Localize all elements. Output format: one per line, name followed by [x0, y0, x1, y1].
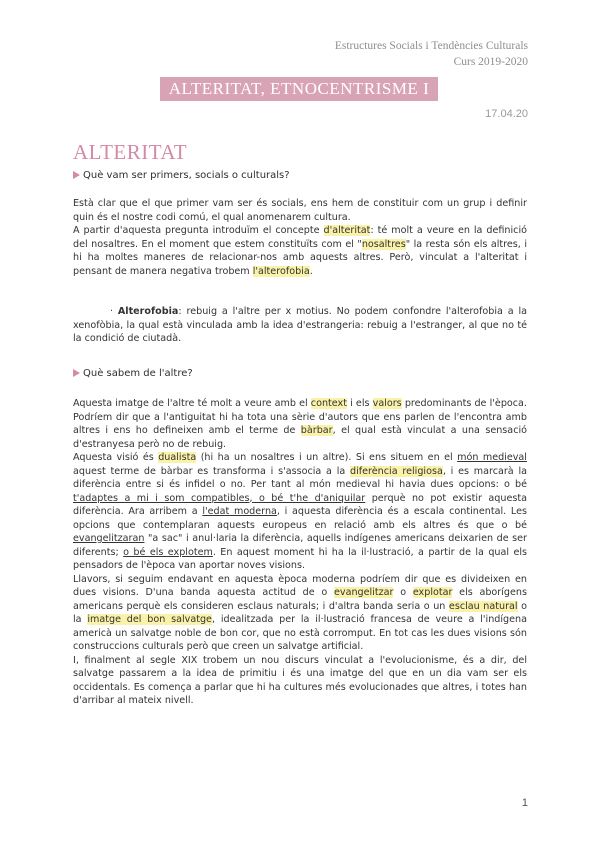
question-1-text: Què vam ser primers, socials o culturals? [83, 170, 290, 181]
course-title: Estructures Socials i Tendències Culturals [334, 40, 528, 52]
underline: t'adaptes a mi i som compatibles, o bé t'he d'aniquilar [73, 492, 366, 504]
underline: evangelitzaran [73, 533, 145, 544]
section-heading: ALTERITAT [73, 140, 188, 164]
highlight: imatge del bon salvatge [87, 614, 212, 625]
highlight: l'alterofobia [252, 265, 310, 277]
text-span: aquest terme de bàrbar es transforma i s'associa a la [73, 465, 351, 477]
underline: món medieval [457, 452, 527, 463]
paragraph-3 [73, 397, 527, 708]
term-bold: Alterofobia [117, 306, 179, 317]
page-number: 1 [521, 797, 528, 809]
text-span: els aborígens americans perquè els consideren esclaus naturals; i d'altra banda seria o un [73, 587, 527, 612]
paragraph-1 [73, 197, 527, 278]
highlight: d'alteritat [323, 225, 371, 236]
highlight: bàrbar [300, 425, 333, 436]
text-span: , i aquesta diferència és a escala continental. Les opcions que contemplaran aquests europeus en relació amb els altres és que o bé [73, 506, 527, 531]
highlight: diferència religiosa [350, 465, 443, 477]
text-span: I, finalment al segle XIX trobem un nou discurs vinculat a l'evolucionisme, és a dir, del salvatge passarem a la idea de primitiu i és una imatge del que en un dia vam ser els occidentals. Es comença a parlar que hi ha cultures més evolucionades que altres, i totes han d'arribar al mateix nivell. [73, 654, 527, 706]
triangle-bullet-icon [73, 369, 80, 377]
highlight: esclau natural [448, 600, 518, 612]
highlight: dualista [158, 452, 197, 463]
highlight: explotar [412, 587, 453, 598]
highlight: context [310, 398, 347, 409]
highlight: valors [372, 398, 402, 409]
text-span: i els [346, 398, 373, 409]
text-span: Aquesta imatge de l'altre té molt a veure amb el [73, 398, 311, 409]
document-date: 17.04.20 [485, 108, 528, 120]
text-span: . En aquest moment hi ha la il·lustració, a partir de la qual els pensadors de l'època van aportar noves visions. [73, 546, 528, 571]
text-span: , i es marcarà la diferència entre si és infidel o no. Per tant al món medieval hi havia dues opcions: o bé [73, 465, 527, 490]
text-span: , idealitzada per la il·lustració francesa de veure a l'indígena americà un salvatge noble de bon cor, que no està corromput. En tot cas les dues visions són construccions culturals però que creen un salvatge artificial. [73, 614, 527, 652]
text-span: Aquesta visió és [73, 452, 159, 463]
document-header [335, 38, 528, 70]
underline: l'edat moderna [202, 506, 277, 517]
text-span: , el qual està vinculat a una sensació d'estranyesa però no de rebuig. [73, 425, 527, 450]
text-span: predominants de l'època. Podríem dir que a l'antiguitat hi ha tota una sèrie d'autors que ens parlen de l'encontra amb altres i ens ho defineixen amb el terme de [73, 398, 527, 436]
paragraph-2 [73, 305, 527, 346]
text-span: o [393, 587, 413, 598]
question-2 [73, 368, 193, 379]
text-span: Està clar que el que primer vam ser és socials, ens hem de constituir com un grup i definir quin és el nostre codi comú, el qual anomenarem cultura. [73, 198, 527, 223]
question-1 [73, 170, 290, 181]
underline: o bé els explotem [123, 546, 213, 558]
list-bullet: · [109, 306, 113, 317]
question-2-text: Què sabem de l'altre? [83, 368, 193, 379]
text-span: perquè no pot existir aquesta diferència. Ara arribem a [73, 492, 527, 517]
triangle-bullet-icon [73, 171, 80, 179]
text-span: : té molt a veure en la definició del nosaltres. En el moment que estem constituïts com el " [73, 225, 527, 250]
course-year: Curs 2019-2020 [453, 56, 528, 68]
title-banner: ALTERITAT, ETNOCENTRISME I ESTEREOTIPS [160, 77, 438, 101]
text-span: : rebuig a l'altre per x motius. No podem confondre l'alterofobia a la xenofòbia, la qual està vinculada amb la idea d'estrangeria: rebuig a l'estranger, al que no té la condició de ciutadà. [73, 306, 527, 344]
text-span: "a sac" i anul·laria la diferència, aquells indígenes americans deixarien de ser diferents; [73, 533, 527, 558]
text-span: Llavors, si seguim endavant en aquesta època moderna podríem dir que es divideixen en dues visions. D'una banda aquesta actitud de o [73, 573, 527, 598]
text-span: A partir d'aquesta pregunta introduïm el concepte [73, 225, 324, 236]
highlight: nosaltres [361, 238, 406, 250]
text-span: (hi ha un nosaltres i un altre). Si ens situem en el [196, 452, 458, 463]
highlight: evangelitzar [333, 587, 394, 598]
text-span: " la resta són els altres, i hi ha moltes maneres de relacionar-nos amb aquests altres. Però, vinculat a l'alteritat i pensant de manera negativa trobem [73, 238, 527, 277]
text-span: o la [73, 600, 528, 625]
text-span: . [309, 265, 313, 277]
